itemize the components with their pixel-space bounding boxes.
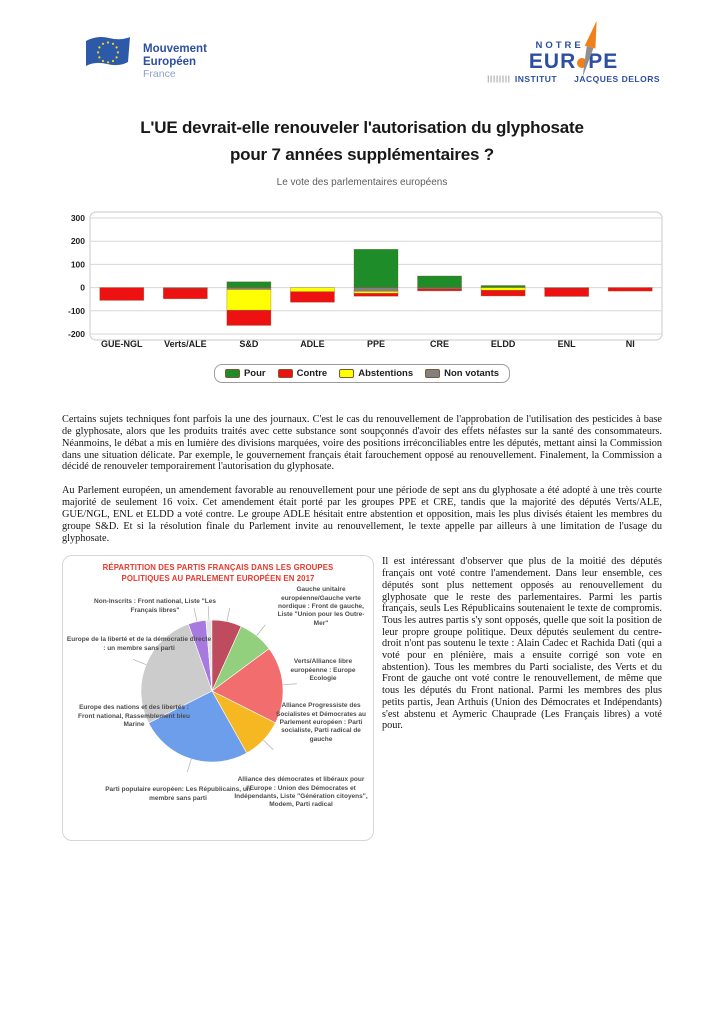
pie-label-eldd: Europe de la liberté et de la démocratie directe : un membre sans parti	[66, 636, 212, 652]
pie-connector-line	[227, 608, 230, 622]
x-category-label: S&D	[239, 339, 259, 349]
pie-label-gue: Gauche unitaire européenne/Gauche verte nordique : Front de gauche, Liste "Union pour les Outre-Mer"	[277, 586, 365, 627]
bar-segment	[163, 288, 207, 298]
bar-chart-svg	[54, 208, 670, 354]
logo-eur: EUR	[528, 50, 577, 73]
pie-label-adle: Alliance des démocrates et libéraux pour l'Europe : Union des Démocrates et Indépendants, Liste "Génération citoyens", Modem, Parti radical	[234, 776, 368, 809]
bar-segment	[227, 310, 271, 325]
chart-legend	[214, 364, 510, 383]
x-category-label: CRE	[430, 339, 450, 349]
header	[0, 0, 724, 100]
bar-segment	[354, 249, 398, 287]
mouvement-europeen-wordmark	[143, 34, 207, 81]
paragraph-1: Certains sujets techniques font parfois la une des journaux. C'est le cas du renouvellement de l'approbation de l'utilisation des pesticides à base de glyphosate, alors que les produits traités avec cette substance sont soupçonnés d'avoir des effets néfastes sur la santé des consommateurs. Néanmoins, le débat a mis en lumière des divisions marquées, voire des positions irréconciliables entre les députés, mettant ainsi la Commission dans une situation délicate. Par exemple, le gouvernement français était farouchement opposé au renouvellement. Finalement, la Commission a décidé de renouveler temporairement l'autorisation du glyphosate.	[62, 414, 662, 473]
x-category-label: GUE-NGL	[101, 339, 143, 349]
x-category-label: PPE	[366, 339, 386, 349]
pie-chart-title: RÉPARTITION DES PARTIS FRANÇAIS DANS LES GROUPES POLITIQUES AU PARLEMENT EUROPÉEN EN 2017	[102, 563, 334, 584]
legend-label: Pour	[243, 368, 266, 379]
logo-jacques-delors: JACQUES DELORS	[574, 74, 660, 85]
mouvement-europeen-logo	[82, 34, 207, 81]
bar-segment	[418, 289, 462, 291]
x-category-label: ENL	[557, 339, 576, 349]
x-category-label: NI	[625, 339, 635, 349]
y-tick-label: 200	[70, 236, 85, 247]
legend-label: Abstentions	[358, 368, 414, 379]
legend-row	[62, 364, 662, 383]
barcode-icon: ||||||||	[487, 75, 511, 83]
notre-europe-logo	[487, 34, 660, 84]
eu-flag-icon	[82, 34, 134, 81]
right-column-text: Il est intéressant d'observer que plus de la moitié des députés français ont voté contre l'amendement. Dans leur ensemble, ces députés sont plus nettement opposés au renouvellement du glyphosate que le reste des parlementaires. Parmi les partis français, seuls Les Républicains soutenaient le texte de compromis. Tous les autres partis s'y sont opposés, quelle que soit la position de leur propre groupe politique. Deux députés seulement du centre-droit n'ont pas soutenu le texte : Alain Cadec et Rachida Dati (qui a voté pour en plénière, mais a ensuite corrigé son vote en abstention). Tous les membres du Parti socialiste, des Verts et du Front de gauche ont voté contre le renouvellement, de même que tous les députés du Front national. Parmi les membres des plus petits partis, Jean Arthuis (Union des Démocrates et Indépendants) s'est abstenu et Aymeric Chauprade (Les Français libres) a voté pour.	[382, 556, 662, 732]
bar-segment	[608, 288, 652, 291]
pie-label-non-inscrits: Non-Inscrits : Front national, Liste "Les Français libres"	[94, 598, 216, 614]
legend-item	[425, 368, 499, 379]
bar-chart	[54, 208, 662, 359]
bar-segment	[227, 282, 271, 288]
bottom-section	[62, 555, 662, 841]
legend-item	[225, 368, 266, 379]
bar-segment	[354, 293, 398, 296]
logo-notre: NOTRE	[535, 40, 584, 51]
legend-swatch-icon	[225, 369, 240, 378]
pie-connector-line	[283, 684, 297, 685]
bar-segment	[418, 276, 462, 288]
pie-connector-line	[263, 741, 273, 751]
legend-swatch-icon	[425, 369, 440, 378]
y-tick-label: -200	[67, 329, 85, 339]
legend-item	[339, 368, 413, 379]
page-title	[62, 114, 662, 168]
x-category-label: ADLE	[300, 339, 325, 349]
y-tick-label: 100	[70, 259, 85, 270]
legend-label: Non votants	[444, 368, 500, 379]
bar-segment	[290, 288, 334, 292]
y-tick-label: 300	[70, 213, 85, 223]
bar-segment	[481, 288, 525, 291]
logo-line-europeen: Européen	[143, 55, 197, 68]
legend-label: Contre	[296, 368, 328, 379]
x-category-label: Verts/ALE	[164, 339, 207, 349]
bar-segment	[545, 288, 589, 296]
pie-connector-line	[133, 660, 146, 665]
page-title-line2: pour 7 années supplémentaires ?	[230, 145, 494, 164]
logo-pe: PE	[588, 50, 619, 73]
paragraph-2: Au Parlement européen, un amendement favorable au renouvellement pour une période de sept ans du glyphosate a été adopté à une très courte majorité de seulement 16 voix. Cet amendement était porté par les groupes PPE et CRE, tandis que la majorité des députés Verts/ALE, GUE/NGL, ENL et ELDD a voté contre. Le groupe ADLE hésitait entre abstention et opposition, mais les plus divisés étaient les membres du groupe S&D. Et si la résolution finale du Parlement invite au renouvellement, le texte appelle par ailleurs à une limitation de l'usage du glyphosate.	[62, 485, 662, 544]
y-tick-label: 0	[80, 282, 85, 293]
pie-connector-line	[187, 759, 191, 772]
legend-item	[278, 368, 328, 379]
logo-line-mouvement: Mouvement	[143, 43, 207, 55]
bar-segment	[481, 290, 525, 296]
pie-label-sd: Alliance Progressiste des Socialistes et Démocrates au Parlement européen : Parti socialiste, Parti radical de gauche	[276, 702, 366, 743]
x-category-label: ELDD	[490, 339, 516, 349]
pie-label-verts: Verts/Alliance libre européenne : Europe Ecologie	[290, 658, 356, 683]
legend-swatch-icon	[339, 369, 354, 378]
legend-swatch-icon	[278, 369, 293, 378]
pie-label-ppe: Parti populaire européen: Les Républicains, un membre sans parti	[105, 786, 251, 802]
logo-line-france: France	[143, 67, 176, 80]
bar-segment	[290, 292, 334, 302]
bar-segment	[227, 289, 271, 310]
bar-segment	[100, 288, 144, 301]
bar-segment	[354, 288, 398, 292]
page-title-line1: L'UE devrait-elle renouveler l'autorisation du glyphosate	[140, 118, 584, 137]
pie-chart-panel	[62, 555, 374, 841]
logo-institut: INSTITUT	[514, 74, 558, 85]
chart-subtitle: Le vote des parlementaires européens	[276, 177, 448, 188]
pie-connector-line	[257, 625, 266, 636]
pie-label-enl: Europe des nations et des libertés : Front national, Rassemblement bleu Marine	[78, 704, 190, 729]
y-tick-label: -100	[67, 305, 85, 316]
